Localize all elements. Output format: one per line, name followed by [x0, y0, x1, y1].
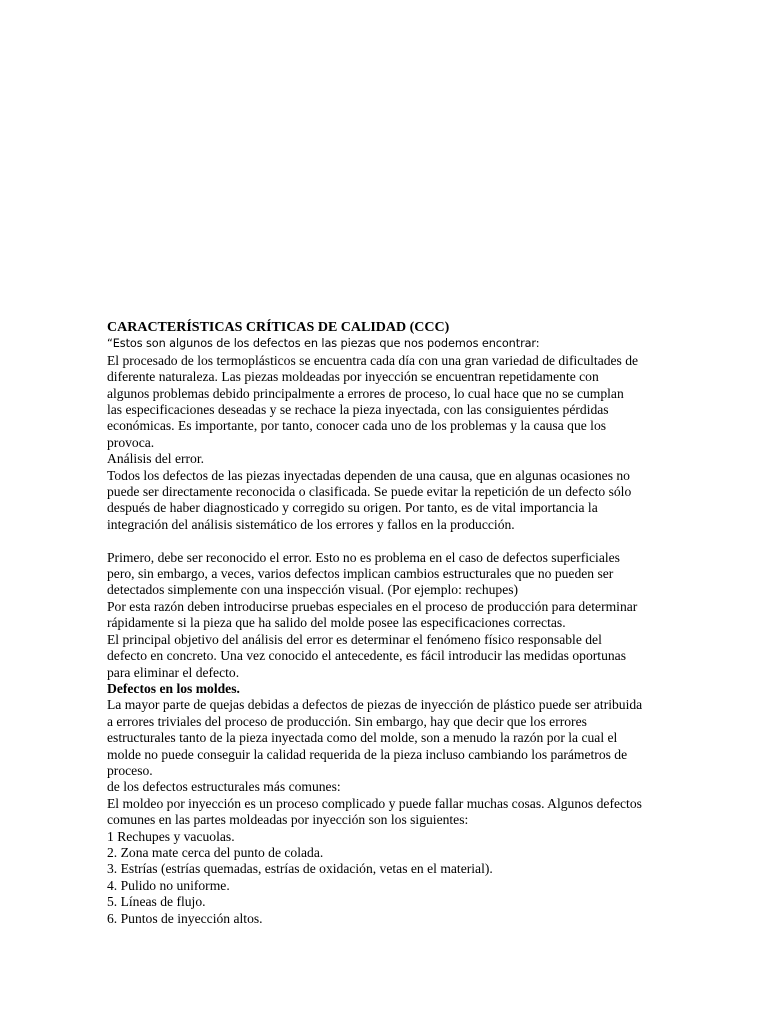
text-line: provoca. [107, 434, 155, 450]
paragraph-defects-causes [107, 468, 667, 534]
list-item: 2. Zona mate cerca del punto de colada. [107, 844, 324, 860]
structural-defects-line: de los defectos estructurales más comunes: [107, 779, 341, 795]
document-page [107, 320, 667, 927]
text-line: a errores triviales del proceso de producción. Sin embargo, hay que decir que los errores [107, 713, 587, 729]
analysis-heading: Análisis del error. [107, 451, 205, 467]
text-line: comunes en las partes moldeadas por inyección son los siguientes: [107, 812, 469, 828]
paragraph-processing-difficulties [107, 353, 667, 451]
paragraph-mold-complaints [107, 697, 667, 779]
list-item: 5. Líneas de flujo. [107, 894, 206, 910]
text-line: Primero, debe ser reconocido el error. Esto no es problema en el caso de defectos superficiales [107, 549, 620, 565]
text-line: detectados simplemente con una inspección visual. (Por ejemplo: rechupes) [107, 582, 519, 598]
text-line: algunos problemas debido principalmente a errores de proceso, lo cual hace que no se cumplan [107, 385, 624, 401]
text-line: Todos los defectos de las piezas inyectadas dependen de una causa, que en algunas ocasiones no [107, 467, 630, 483]
text-line: El moldeo por inyección es un proceso complicado y puede fallar muchas cosas. Algunos defectos [107, 795, 642, 811]
text-line: diferente naturaleza. Las piezas moldeadas por inyección se encuentran repetidamente con [107, 369, 599, 385]
list-item: 3. Estrías (estrías quemadas, estrías de oxidación, vetas en el material). [107, 861, 493, 877]
text-line: defecto en concreto. Una vez conocido el antecedente, es fácil introducir las medidas oportunas [107, 648, 626, 664]
text-line: integración del análisis sistemático de los errores y fallos en la producción. [107, 516, 515, 532]
text-line: Por esta razón deben introducirse pruebas especiales en el proceso de producción para determinar [107, 598, 638, 614]
text-line: las especificaciones deseadas y se rechace la pieza inyectada, con las consiguientes pérdidas [107, 402, 609, 418]
text-line: para eliminar el defecto. [107, 664, 240, 680]
text-line: puede ser directamente reconocida o clasificada. Se puede evitar la repetición de un defecto sólo [107, 484, 632, 500]
document-title: CARACTERÍSTICAS CRÍTICAS DE CALIDAD (CCC) [107, 320, 450, 335]
list-item: 4. Pulido no uniforme. [107, 877, 230, 893]
text-line: después de haber diagnosticado y corregido su origen. Por tanto, es de vital importancia la [107, 500, 598, 516]
text-line: pero, sin embargo, a veces, varios defectos implican cambios estructurales que no pueden ser [107, 566, 614, 582]
text-line: La mayor parte de quejas debidas a defectos de piezas de inyección de plástico puede ser atribuida [107, 697, 643, 713]
list-item: 6. Puntos de inyección altos. [107, 910, 263, 926]
paragraph-recognize-error [107, 550, 667, 599]
text-line: económicas. Es importante, por tanto, conocer cada uno de los problemas y la causa que los [107, 418, 607, 434]
text-line: estructurales tanto de la pieza inyectada como del molde, son a menudo la razón por la cual el [107, 730, 618, 746]
paragraph-analysis-objective [107, 632, 667, 681]
text-line: molde no puede conseguir la calidad requerida de la pieza incluso cambiando los parámetros de [107, 746, 628, 762]
list-item: 1 Rechupes y vacuolas. [107, 828, 235, 844]
paragraph-special-tests [107, 599, 667, 632]
quote-line: “Estos son algunos de los defectos en las piezas que nos podemos encontrar: [107, 337, 540, 351]
text-line: El principal objetivo del análisis del error es determinar el fenómeno físico responsable del [107, 631, 602, 647]
molds-heading: Defectos en los moldes. [107, 680, 240, 696]
text-line: rápidamente si la pieza que ha salido del molde posee las especificaciones correctas. [107, 615, 566, 631]
text-line: El procesado de los termoplásticos se encuentra cada día con una gran variedad de dificultades de [107, 352, 639, 368]
defects-list [107, 829, 667, 927]
text-line: proceso. [107, 762, 153, 778]
paragraph-injection-molding [107, 796, 667, 829]
blank-line [107, 533, 667, 549]
